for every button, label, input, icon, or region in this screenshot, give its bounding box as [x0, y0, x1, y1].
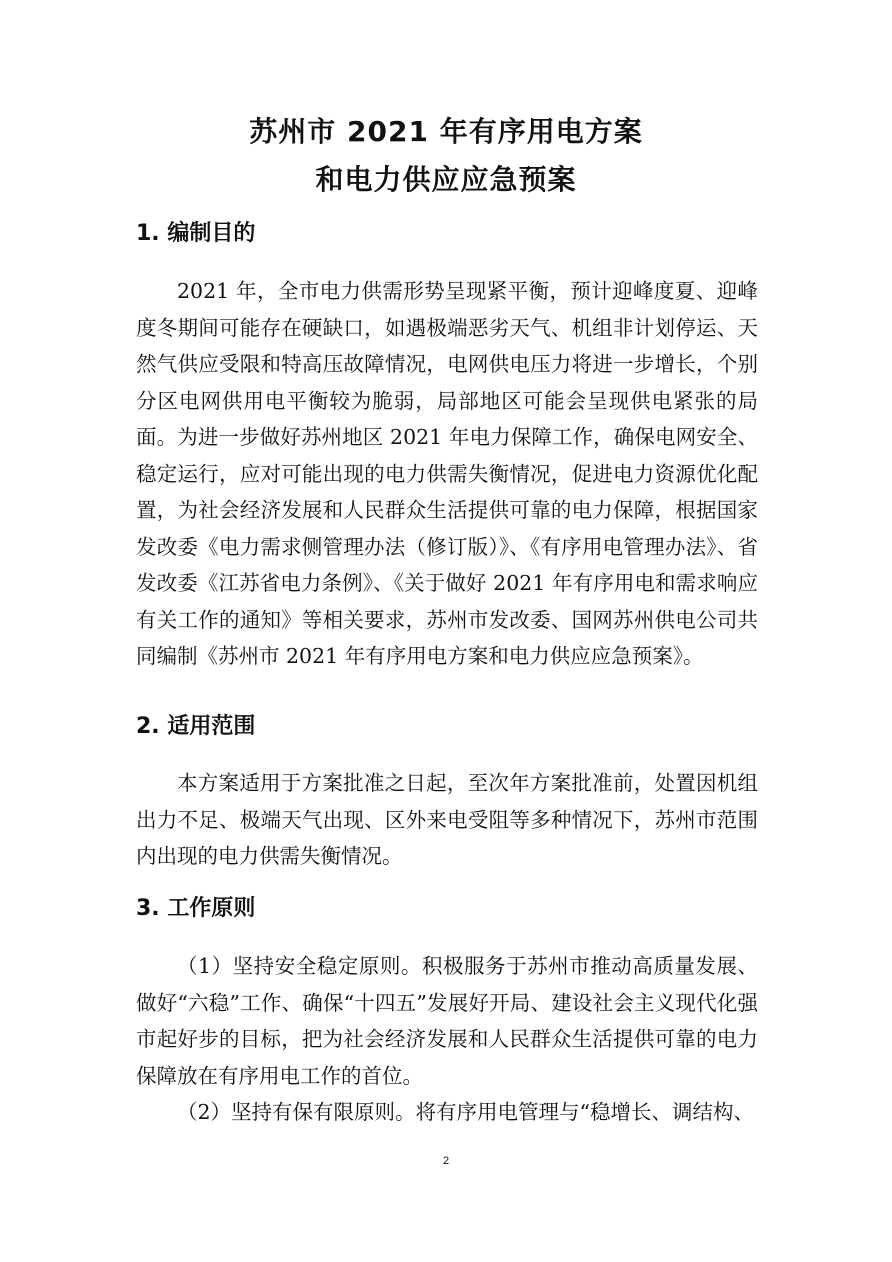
section-paragraph-scope: 本方案适用于方案批准之日起，至次年方案批准前，处置因机组出力不足、极端天气出现、区外来电受阻等多种情况下，苏州市范围内出现的电力供需失衡情况。	[136, 771, 758, 868]
document-title-line1: 苏州市 2021 年有序用电方案	[249, 115, 643, 148]
document-title-line2: 和电力供应应急预案	[315, 163, 577, 196]
section-paragraph-principle-2: （2）坚持有保有限原则。将有序用电管理与“稳增长、调结构、	[177, 1100, 755, 1124]
section-heading-principles: 3. 工作原则	[136, 896, 256, 921]
page-number: 2	[442, 1155, 450, 1167]
section-heading-purpose: 1. 编制目的	[136, 221, 256, 246]
section-paragraph-purpose: 2021 年，全市电力供需形势呈现紧平衡，预计迎峰度夏、迎峰度冬期间可能存在硬缺口，如遇极端恶劣天气、机组非计划停运、天然气供应受限和特高压故障情况，电网供电压力将进一步增长，个别分区电网供用电平衡较为脆弱，局部地区可能会呈现供电紧张的局面。为进一步做好苏州地区 2021 年电力保障工作，确保电网安全、稳定运行，应对可能出现的电力供需失衡情况，促进电力资源优化配置，为社会经济发展和人民群众生活提供可靠的电力保障，根据国家发改委《电力需求侧管理办法（修订版）》、《有序用电管理办法》、省发改委《江苏省电力条例》、《关于做好 2021 年有序用电和需求响应有关工作的通知》等相关要求，苏州市发改委、国网苏州供电公司共同编制《苏州市 2021 年有序用电方案和电力供应应急预案》。	[136, 279, 758, 668]
section-heading-scope: 2. 适用范围	[136, 714, 256, 739]
section-paragraph-principle-1: （1）坚持安全稳定原则。积极服务于苏州市推动高质量发展、做好“六稳”工作、确保“十四五”发展好开局、建设社会主义现代化强市起好步的目标，把为社会经济发展和人民群众生活提供可靠的电力保障放在有序用电工作的首位。	[136, 954, 758, 1088]
